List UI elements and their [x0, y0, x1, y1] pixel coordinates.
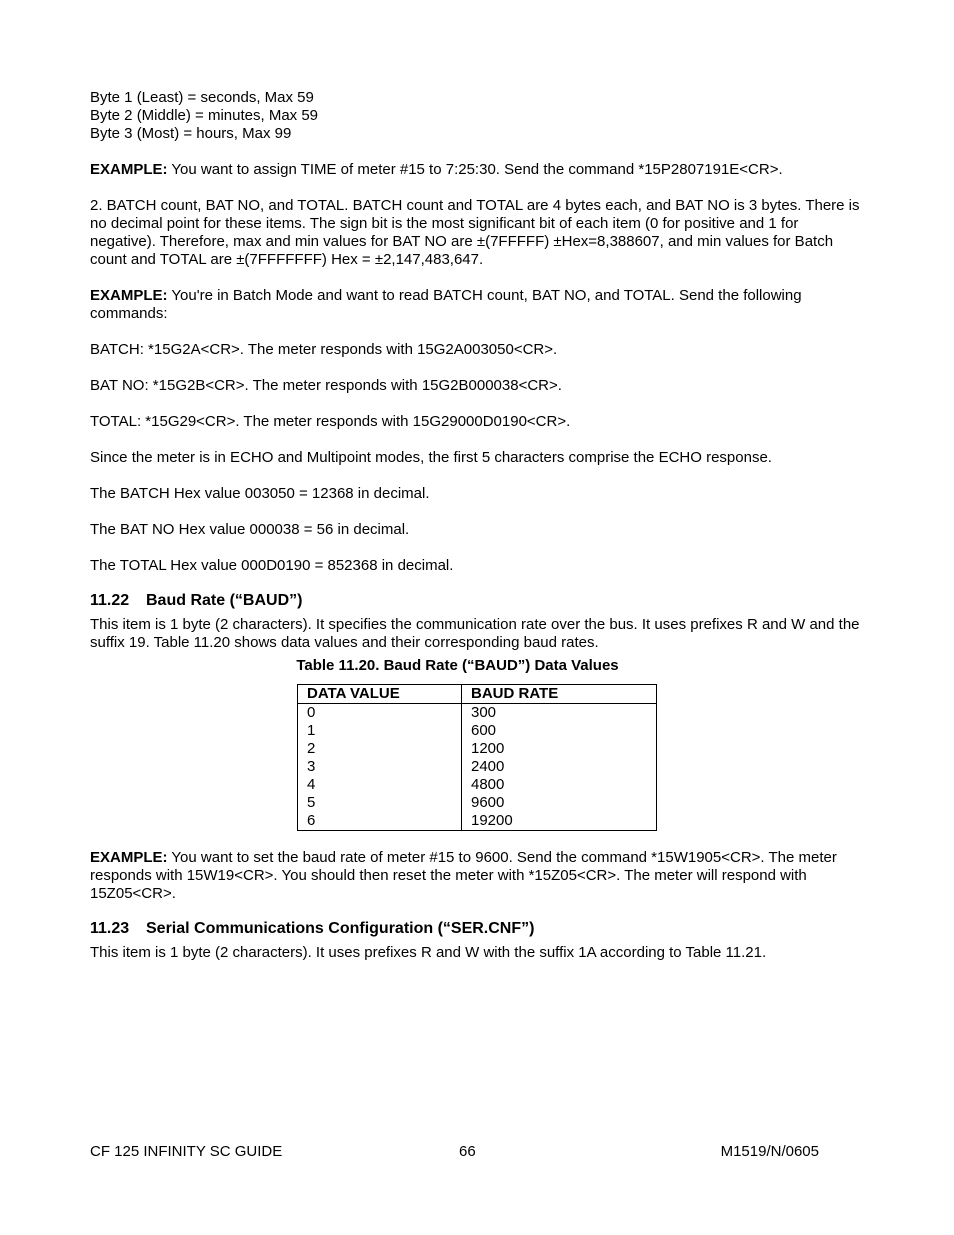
total-command: TOTAL: *15G29<CR>. The meter responds with 15G29000D0190<CR>.	[90, 413, 571, 430]
batno-hex-note: The BAT NO Hex value 000038 = 56 in decimal.	[90, 521, 410, 538]
baud-rate-cell: 2400	[462, 758, 657, 776]
data-value-cell: 4	[298, 776, 462, 794]
baud-rate-cell: 19200	[462, 812, 657, 831]
column-header-baud-rate: BAUD RATE	[462, 685, 657, 704]
example-text: You're in Batch Mode and want to read BATCH count, BAT NO, and TOTAL. Send the following commands:	[90, 287, 802, 322]
batch-hex-note: The BATCH Hex value 003050 = 12368 in decimal.	[90, 485, 430, 502]
data-value-cell: 0	[298, 704, 462, 723]
table-row	[298, 776, 657, 794]
section-body-baud: This item is 1 byte (2 characters). It specifies the communication rate over the bus. It uses prefixes R and W and the suffix 19. Table 11.20 shows data values and their corresponding baud rates.	[90, 616, 860, 651]
table-row	[298, 812, 657, 831]
table-caption: Table 11.20. Baud Rate (“BAUD”) Data Values	[296, 657, 619, 674]
baud-rate-cell: 300	[462, 704, 657, 723]
baud-rate-cell: 9600	[462, 794, 657, 812]
batch-command: BATCH: *15G2A<CR>. The meter responds with 15G2A003050<CR>.	[90, 341, 558, 358]
table-row	[298, 758, 657, 776]
example-label: EXAMPLE:	[90, 161, 168, 178]
table-row	[298, 740, 657, 758]
table-row	[298, 704, 657, 723]
section-title: Serial Communications Configuration (“SER.CNF”)	[146, 920, 535, 937]
echo-note: Since the meter is in ECHO and Multipoint modes, the first 5 characters comprise the ECHO response.	[90, 449, 772, 466]
data-value-cell: 1	[298, 722, 462, 740]
table-row	[298, 794, 657, 812]
column-header-data-value: DATA VALUE	[298, 685, 462, 704]
page-footer	[90, 1143, 819, 1161]
data-value-cell: 3	[298, 758, 462, 776]
section-heading-baud	[90, 591, 865, 611]
byte3-line: Byte 3 (Most) = hours, Max 99	[90, 125, 292, 142]
batch-paragraph: 2. BATCH count, BAT NO, and TOTAL. BATCH count and TOTAL are 4 bytes each, and BAT NO is 3 bytes. There is no decimal point for these items. The sign bit is the most significant bit of each item (0 for positive and 1 for negative). Therefore, max and min values for BAT NO are ±(7FFFFF) ±Hex=8,388607, and min values for Batch count and TOTAL are ±(7FFFFFFF) Hex = ±2,147,483,647.	[90, 197, 860, 268]
footer-doc-code: M1519/N/0605	[720, 1143, 819, 1160]
total-hex-note: The TOTAL Hex value 000D0190 = 852368 in decimal.	[90, 557, 454, 574]
baud-rate-cell: 4800	[462, 776, 657, 794]
example-label: EXAMPLE:	[90, 849, 168, 866]
example-time	[90, 161, 865, 179]
section-title: Baud Rate (“BAUD”)	[146, 592, 303, 609]
section-heading-ser-cnf	[90, 919, 865, 939]
footer-guide-title: CF 125 INFINITY SC GUIDE	[90, 1143, 283, 1160]
baud-rate-cell: 1200	[462, 740, 657, 758]
byte2-line: Byte 2 (Middle) = minutes, Max 59	[90, 107, 319, 124]
byte1-line: Byte 1 (Least) = seconds, Max 59	[90, 89, 314, 106]
section-body-ser-cnf: This item is 1 byte (2 characters). It uses prefixes R and W with the suffix 1A according to Table 11.21.	[90, 944, 767, 961]
data-value-cell: 2	[298, 740, 462, 758]
footer-page-number: 66	[459, 1143, 476, 1160]
batno-command: BAT NO: *15G2B<CR>. The meter responds with 15G2B000038<CR>.	[90, 377, 562, 394]
data-value-cell: 5	[298, 794, 462, 812]
baud-rate-cell: 600	[462, 722, 657, 740]
baud-rate-table	[297, 684, 657, 831]
data-value-cell: 6	[298, 812, 462, 831]
section-number: 11.23	[90, 920, 130, 937]
example-text: You want to assign TIME of meter #15 to 7:25:30. Send the command *15P2807191E<CR>.	[167, 161, 783, 178]
example-baud	[90, 849, 865, 903]
example-text: You want to set the baud rate of meter #15 to 9600. Send the command *15W1905<CR>. The meter responds with 15W19<CR>. You should then reset the meter with *15Z05<CR>. The meter will respond with 15Z05<CR>.	[90, 849, 837, 902]
section-number: 11.22	[90, 592, 130, 609]
example-label: EXAMPLE:	[90, 287, 168, 304]
document-body	[90, 89, 865, 962]
example-batch	[90, 287, 865, 323]
table-row	[298, 722, 657, 740]
table-header-row	[298, 685, 657, 704]
